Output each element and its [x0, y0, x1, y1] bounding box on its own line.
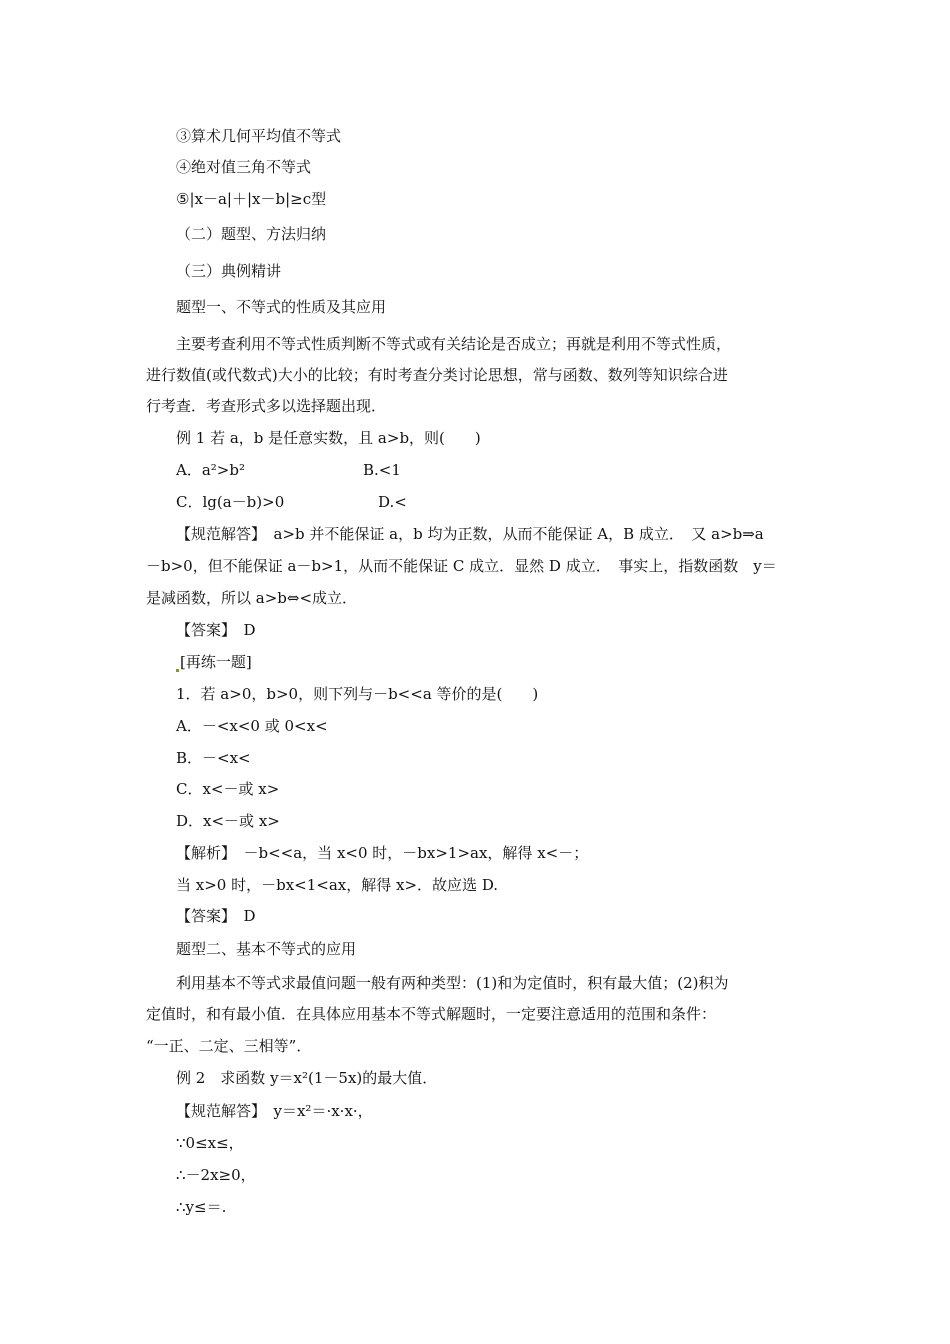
- solution-1-line-2: －b>0，但不能保证 a－b>1，从而不能保证 C 成立．显然 D 成立． 事实上，指数函数 y＝: [146, 557, 777, 575]
- section-heading-examples: （三）典例精讲: [176, 262, 282, 280]
- marker-dot: [176, 669, 179, 672]
- example-1-option-b: B.<1: [363, 461, 401, 479]
- section-heading-methods: （二）题型、方法归纳: [176, 225, 327, 243]
- paragraph-1-line-1: 主要考查利用不等式性质判断不等式或有关结论是否成立；再就是利用不等式性质，: [176, 335, 732, 353]
- answer-2: 【答案】 D: [176, 907, 256, 925]
- solution-2-line-2: ∵0≤x≤，: [176, 1134, 244, 1152]
- practice-option-b: B．－<x<: [176, 749, 251, 767]
- solution-2-line-4: ∴y≤＝.: [176, 1198, 227, 1216]
- solution-1-line-3: 是减函数，所以 a>b⇔<成立．: [146, 589, 358, 607]
- example-1-question: 例 1 若 a，b 是任意实数，且 a>b，则( ): [176, 429, 481, 447]
- example-2-question: 例 2 求函数 y＝x²(1－5x)的最大值．: [176, 1069, 438, 1087]
- solution-2-line-1: 【规范解答】 y＝x²＝·x·x·，: [176, 1102, 373, 1120]
- practice-option-a: A．－<x<0 或 0<x<: [176, 717, 328, 735]
- paragraph-1-line-3: 行考查．考查形式多以选择题出现．: [146, 397, 387, 415]
- example-1-option-a: A．a²>b²: [176, 461, 245, 479]
- example-1-option-d: D.<: [378, 493, 407, 511]
- paragraph-2-line-3: “一正、二定、三相等”．: [146, 1037, 312, 1055]
- example-1-option-c: C．lg(a－b)>0: [176, 493, 285, 511]
- list-item-triangle-inequality: ④绝对值三角不等式: [176, 158, 312, 176]
- list-item-abs-sum: ⑤|x－a|＋|x－b|≥c型: [176, 190, 327, 208]
- solution-2-line-3: ∴－2x≥0，: [176, 1166, 256, 1184]
- analysis-line-1: 【解析】 －b<<a，当 x<0 时，－bx>1>ax，解得 x<－；: [176, 844, 589, 862]
- type-heading-2: 题型二、基本不等式的应用: [176, 940, 357, 958]
- list-item-am-gm: ③算术几何平均值不等式: [176, 127, 342, 145]
- answer-1: 【答案】 D: [176, 621, 256, 639]
- practice-label: [再练一题]: [180, 653, 252, 671]
- practice-option-d: D．x<－或 x>: [176, 812, 280, 830]
- paragraph-2-line-1: 利用基本不等式求最值问题一般有两种类型：(1)和为定值时，积有最大值；(2)积为: [176, 974, 729, 992]
- practice-heading: [176, 652, 252, 672]
- paragraph-1-line-2: 进行数值(或代数式)大小的比较；有时考查分类讨论思想，常与函数、数列等知识综合进: [146, 366, 728, 384]
- solution-1-line-1: 【规范解答】 a>b 并不能保证 a，b 均为正数，从而不能保证 A，B 成立． 又 a>b⇒a: [176, 525, 764, 543]
- practice-option-c: C．x<－或 x>: [176, 780, 280, 798]
- paragraph-2-line-2: 定值时，和有最小值．在具体应用基本不等式解题时，一定要注意适用的范围和条件：: [146, 1005, 717, 1023]
- analysis-line-2: [176, 875, 498, 895]
- analysis-text: 当 x>0 时，－bx<1<ax，解得 x>．故应选 D.: [176, 876, 499, 894]
- type-heading-1: 题型一、不等式的性质及其应用: [176, 298, 387, 316]
- practice-question: 1．若 a>0，b>0，则下列与－b<<a 等价的是( ): [176, 685, 539, 703]
